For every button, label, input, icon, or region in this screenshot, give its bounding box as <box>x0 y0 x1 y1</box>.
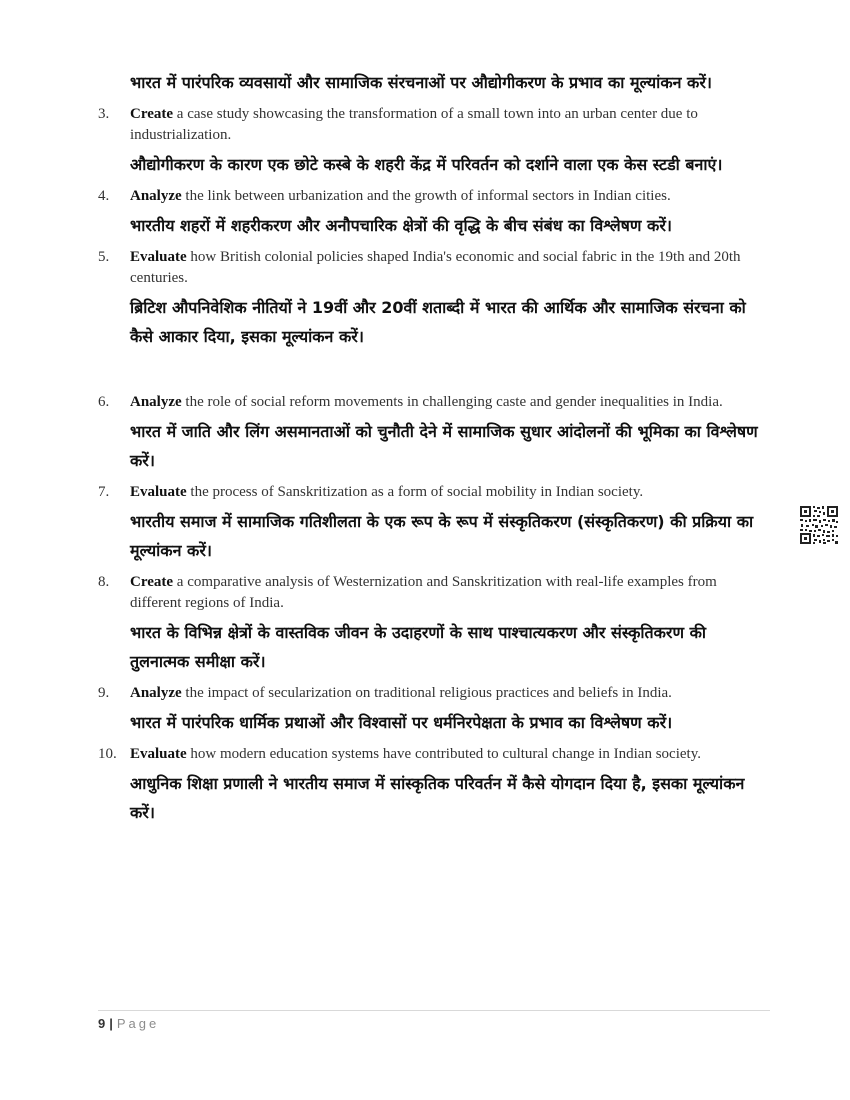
intro-hindi: भारत में पारंपरिक व्यवसायों और सामाजिक संरचनाओं पर औद्योगीकरण के प्रभाव का मूल्यांकन करें। <box>130 73 712 92</box>
question-body <box>130 482 768 565</box>
question-list <box>98 68 768 827</box>
page-number: 9 <box>98 1016 106 1031</box>
question-item <box>98 186 768 240</box>
question-verb: Evaluate <box>130 249 187 265</box>
question-verb: Analyze <box>130 188 182 204</box>
question-body <box>130 247 768 351</box>
question-item <box>98 104 768 179</box>
question-hindi: आधुनिक शिक्षा प्रणाली ने भारतीय समाज में सांस्कृतिक परिवर्तन में कैसे योगदान दिया है, इसका मूल्यांकन करें। <box>130 774 745 822</box>
question-body <box>130 104 768 179</box>
question-hindi: भारतीय शहरों में शहरीकरण और अनौपचारिक क्षेत्रों की वृद्धि के बीच संबंध का विश्लेषण करें। <box>130 216 672 235</box>
question-item <box>98 683 768 737</box>
question-item <box>98 392 768 475</box>
question-english <box>130 683 768 704</box>
question-verb: Evaluate <box>130 484 187 500</box>
question-english <box>130 392 768 413</box>
question-number: 4. <box>98 188 110 204</box>
question-english <box>130 104 768 146</box>
question-hindi: औद्योगीकरण के कारण एक छोटे कस्बे के शहरी केंद्र में परिवर्तन को दर्शाने वाला एक केस स्टडी बनाएं। <box>130 155 723 174</box>
question-body <box>130 572 768 676</box>
question-verb: Create <box>130 574 174 590</box>
question-english <box>130 186 768 207</box>
question-hindi: भारत के विभिन्न क्षेत्रों के वास्तविक जीवन के उदाहरणों के साथ पाश्चात्यकरण और संस्कृतिकरण की तुलनात्मक समीक्षा करें। <box>130 623 707 671</box>
question-verb: Evaluate <box>130 746 187 762</box>
question-number: 10. <box>98 746 117 762</box>
qr-code-icon[interactable] <box>799 505 839 545</box>
question-english-text: the process of Sanskritization as a form of social mobility in Indian society. <box>186 484 644 500</box>
footer-separator: | <box>109 1016 113 1031</box>
question-body <box>130 683 768 737</box>
spacer <box>98 351 768 385</box>
question-english <box>130 482 768 503</box>
question-english <box>130 744 768 765</box>
question-item <box>98 482 768 565</box>
question-hindi: भारत में पारंपरिक धार्मिक प्रथाओं और विश्वासों पर धर्मनिरपेक्षता के प्रभाव का विश्लेषण करें। <box>130 713 673 732</box>
question-hindi: भारतीय समाज में सामाजिक गतिशीलता के एक रूप के रूप में संस्कृतिकरण (संस्कृतिकरण) की प्रक्रिया का मूल्यांकन करें। <box>130 512 754 560</box>
question-english-text: how British colonial policies shaped India's economic and social fabric in the 19th and 20th centuries. <box>130 249 741 286</box>
question-body <box>130 392 768 475</box>
question-english-text: a comparative analysis of Westernization and Sanskritization with real-life examples from different regions of India. <box>130 574 717 611</box>
page-label: Page <box>116 1016 160 1031</box>
question-number: 6. <box>98 394 110 410</box>
question-number: 3. <box>98 106 110 122</box>
question-english-text: the role of social reform movements in challenging caste and gender inequalities in India. <box>181 394 723 410</box>
question-english-text: a case study showcasing the transformation of a small town into an urban center due to industrialization. <box>130 106 698 143</box>
question-hindi: ब्रिटिश औपनिवेशिक नीतियों ने 19वीं और 20वीं शताब्दी में भारत की आर्थिक और सामाजिक संरचना को कैसे आकार दिया, इसका मूल्यांकन करें। <box>130 298 746 346</box>
page-footer <box>98 1010 770 1031</box>
question-verb: Analyze <box>130 685 182 701</box>
question-english <box>130 572 768 614</box>
question-number: 5. <box>98 249 110 265</box>
question-english-text: the impact of secularization on traditional religious practices and beliefs in India. <box>181 685 672 701</box>
question-english-text: the link between urbanization and the growth of informal sectors in Indian cities. <box>181 188 671 204</box>
question-body <box>130 744 768 827</box>
intro-block <box>98 68 768 97</box>
question-english-text: how modern education systems have contributed to cultural change in Indian society. <box>186 746 701 762</box>
question-number: 9. <box>98 685 110 701</box>
question-verb: Create <box>130 106 174 122</box>
question-english <box>130 247 768 289</box>
question-hindi: भारत में जाति और लिंग असमानताओं को चुनौती देने में सामाजिक सुधार आंदोलनों की भूमिका का विश्लेषण करें। <box>130 422 758 470</box>
question-item <box>98 744 768 827</box>
question-number: 8. <box>98 574 110 590</box>
question-item <box>98 572 768 676</box>
question-body <box>130 186 768 240</box>
question-item <box>98 247 768 351</box>
question-number: 7. <box>98 484 110 500</box>
question-verb: Analyze <box>130 394 182 410</box>
